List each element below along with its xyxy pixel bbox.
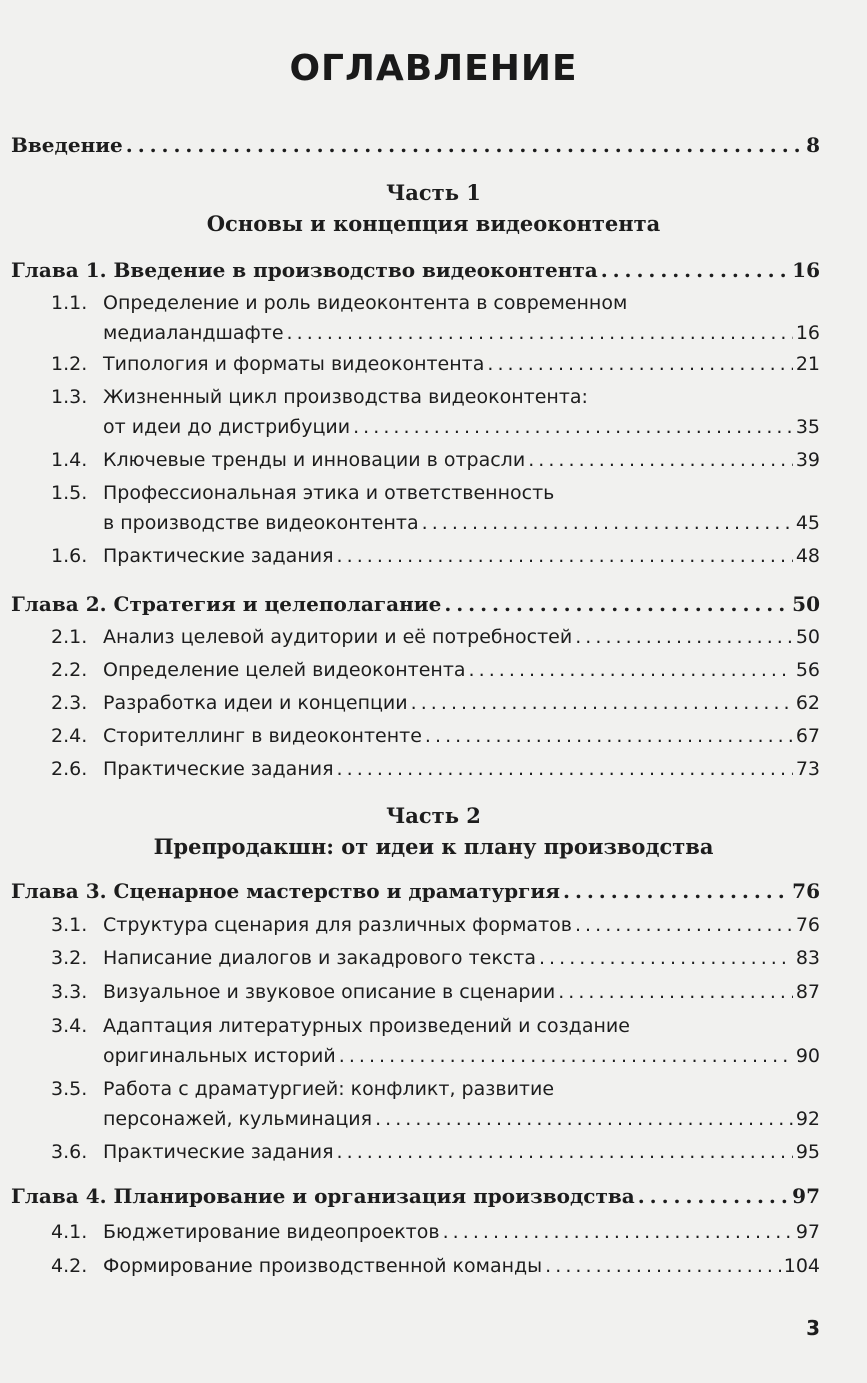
toc-chapter (11, 589, 820, 619)
leader-dots (487, 349, 792, 379)
section-title: Адаптация литературных произведений и создание (103, 1015, 630, 1037)
section-number: 1.2. (51, 353, 88, 375)
chapter-label: Глава 3. Сценарное мастерство и драматургия (11, 879, 561, 903)
toc-page: 76 (792, 879, 820, 903)
toc-section (103, 412, 820, 442)
toc-section (51, 910, 820, 940)
toc-section-line1 (51, 1074, 554, 1104)
section-number: 3.3. (51, 981, 88, 1003)
toc-chapter (11, 1181, 820, 1211)
section-title: Написание диалогов и закадрового текста (103, 947, 536, 969)
toc-section (51, 445, 820, 475)
toc-page: 83 (795, 947, 820, 969)
section-number: 3.2. (51, 947, 88, 969)
toc-page: 21 (795, 353, 820, 375)
toc-section (51, 943, 820, 973)
section-title: Визуальное и звуковое описание в сценарии (103, 981, 556, 1003)
toc-section (51, 622, 820, 652)
toc-section (103, 1104, 820, 1134)
leader-dots (528, 445, 793, 475)
section-title: Жизненный цикл производства видеоконтента: (103, 386, 588, 408)
toc-page: 45 (795, 512, 820, 534)
toc-page: 16 (792, 258, 820, 282)
toc-section (51, 688, 820, 718)
section-number: 4.1. (51, 1221, 88, 1243)
section-title: Структура сценария для различных форматов (103, 914, 572, 936)
section-title-cont: оригинальных историй (103, 1045, 336, 1067)
section-number: 1.5. (51, 482, 88, 504)
leader-dots (337, 1137, 793, 1167)
chapter-label: Глава 1. Введение в производство видеоконтента (11, 258, 598, 282)
toc-section (103, 318, 820, 348)
section-number: 3.5. (51, 1078, 88, 1100)
toc-page: 48 (795, 545, 820, 567)
leader-dots (575, 910, 793, 940)
leader-dots (601, 255, 789, 285)
toc-section (51, 754, 820, 784)
section-number: 1.3. (51, 386, 88, 408)
section-number: 1.6. (51, 545, 88, 567)
toc-section (103, 508, 820, 538)
toc-page: 97 (795, 1221, 820, 1243)
toc-page: 97 (792, 1184, 820, 1208)
section-title: Формирование производственной команды (103, 1255, 543, 1277)
section-number: 2.1. (51, 626, 88, 648)
section-number: 2.2. (51, 659, 88, 681)
leader-dots (375, 1104, 793, 1134)
toc-page: 50 (795, 626, 820, 648)
toc-page: 50 (792, 592, 820, 616)
toc-section (51, 1217, 820, 1247)
toc-section-line1 (51, 1011, 630, 1041)
leader-dots (353, 412, 793, 442)
toc-section-line1 (51, 382, 588, 412)
leader-dots (126, 130, 803, 160)
toc-section (51, 541, 820, 571)
toc-page: 39 (795, 449, 820, 471)
leader-dots (337, 754, 793, 784)
leader-dots (558, 977, 793, 1007)
toc-page: 62 (795, 692, 820, 714)
toc-page: 90 (795, 1045, 820, 1067)
toc-section (103, 1041, 820, 1071)
toc-page: 16 (795, 322, 820, 344)
section-title: Типология и форматы видеоконтента (103, 353, 485, 375)
toc-section (51, 1251, 820, 1281)
toc-page: 104 (783, 1255, 820, 1277)
toc-chapter (11, 255, 820, 285)
part-label: Часть 2 (386, 803, 481, 828)
chapter-label: Глава 2. Стратегия и целеполагание (11, 592, 442, 616)
toc-page: 56 (795, 659, 820, 681)
leader-dots (575, 622, 793, 652)
section-title: Практические задания (103, 758, 334, 780)
leader-dots (422, 508, 793, 538)
section-title: Разработка идеи и концепции (103, 692, 408, 714)
section-number: 3.6. (51, 1141, 88, 1163)
section-title: Профессиональная этика и ответственность (103, 482, 555, 504)
section-number: 2.6. (51, 758, 88, 780)
toc-section (51, 349, 820, 379)
section-number: 2.4. (51, 725, 88, 747)
toc-section-line1 (51, 288, 627, 318)
toc-intro (11, 130, 820, 160)
section-title-cont: персонажей, кульминация (103, 1108, 373, 1130)
toc-chapter (11, 876, 820, 906)
toc-section (51, 721, 820, 751)
toc-page: 76 (795, 914, 820, 936)
leader-dots (638, 1181, 789, 1211)
toc-page: 35 (795, 416, 820, 438)
leader-dots (563, 876, 789, 906)
section-title: Практические задания (103, 545, 334, 567)
leader-dots (287, 318, 793, 348)
leader-dots (539, 943, 793, 973)
chapter-label: Глава 4. Планирование и организация производства (11, 1184, 635, 1208)
leader-dots (337, 541, 793, 571)
toc-page: 87 (795, 981, 820, 1003)
section-number: 1.4. (51, 449, 88, 471)
section-number: 4.2. (51, 1255, 88, 1277)
section-title-cont: медиаландшафте (103, 322, 284, 344)
section-title: Ключевые тренды и инновации в отрасли (103, 449, 526, 471)
leader-dots (443, 1217, 793, 1247)
toc-intro-label: Введение (11, 133, 123, 157)
section-title: Сторителлинг в видеоконтенте (103, 725, 422, 747)
toc-section (51, 655, 820, 685)
section-title: Определение и роль видеоконтента в современном (103, 292, 628, 314)
leader-dots (469, 655, 793, 685)
page-title: ОГЛАВЛЕНИЕ (289, 48, 578, 89)
leader-dots (425, 721, 793, 751)
section-title-cont: в производстве видеоконтента (103, 512, 419, 534)
section-number: 1.1. (51, 292, 88, 314)
section-number: 2.3. (51, 692, 88, 714)
toc-page: 67 (795, 725, 820, 747)
section-title: Практические задания (103, 1141, 334, 1163)
leader-dots (339, 1041, 793, 1071)
toc-section-line1 (51, 478, 554, 508)
part-label: Часть 1 (386, 180, 481, 205)
section-title-cont: от идеи до дистрибуции (103, 416, 351, 438)
section-number: 3.1. (51, 914, 88, 936)
section-title: Анализ целевой аудитории и её потребностей (103, 626, 573, 648)
toc-page: 95 (795, 1141, 820, 1163)
part-name: Основы и концепция видеоконтента (206, 211, 661, 236)
section-title: Определение целей видеоконтента (103, 659, 466, 681)
toc-page: 92 (795, 1108, 820, 1130)
leader-dots (545, 1251, 781, 1281)
toc-page: 73 (795, 758, 820, 780)
leader-dots (444, 589, 789, 619)
section-title: Работа с драматургией: конфликт, развитие (103, 1078, 555, 1100)
toc-section (51, 1137, 820, 1167)
toc-section (51, 977, 820, 1007)
toc-page: 8 (806, 133, 820, 157)
page-number: 3 (806, 1316, 820, 1340)
section-title: Бюджетирование видеопроектов (103, 1221, 440, 1243)
part-name: Препродакшн: от идеи к плану производства (153, 834, 714, 859)
section-number: 3.4. (51, 1015, 88, 1037)
leader-dots (411, 688, 793, 718)
